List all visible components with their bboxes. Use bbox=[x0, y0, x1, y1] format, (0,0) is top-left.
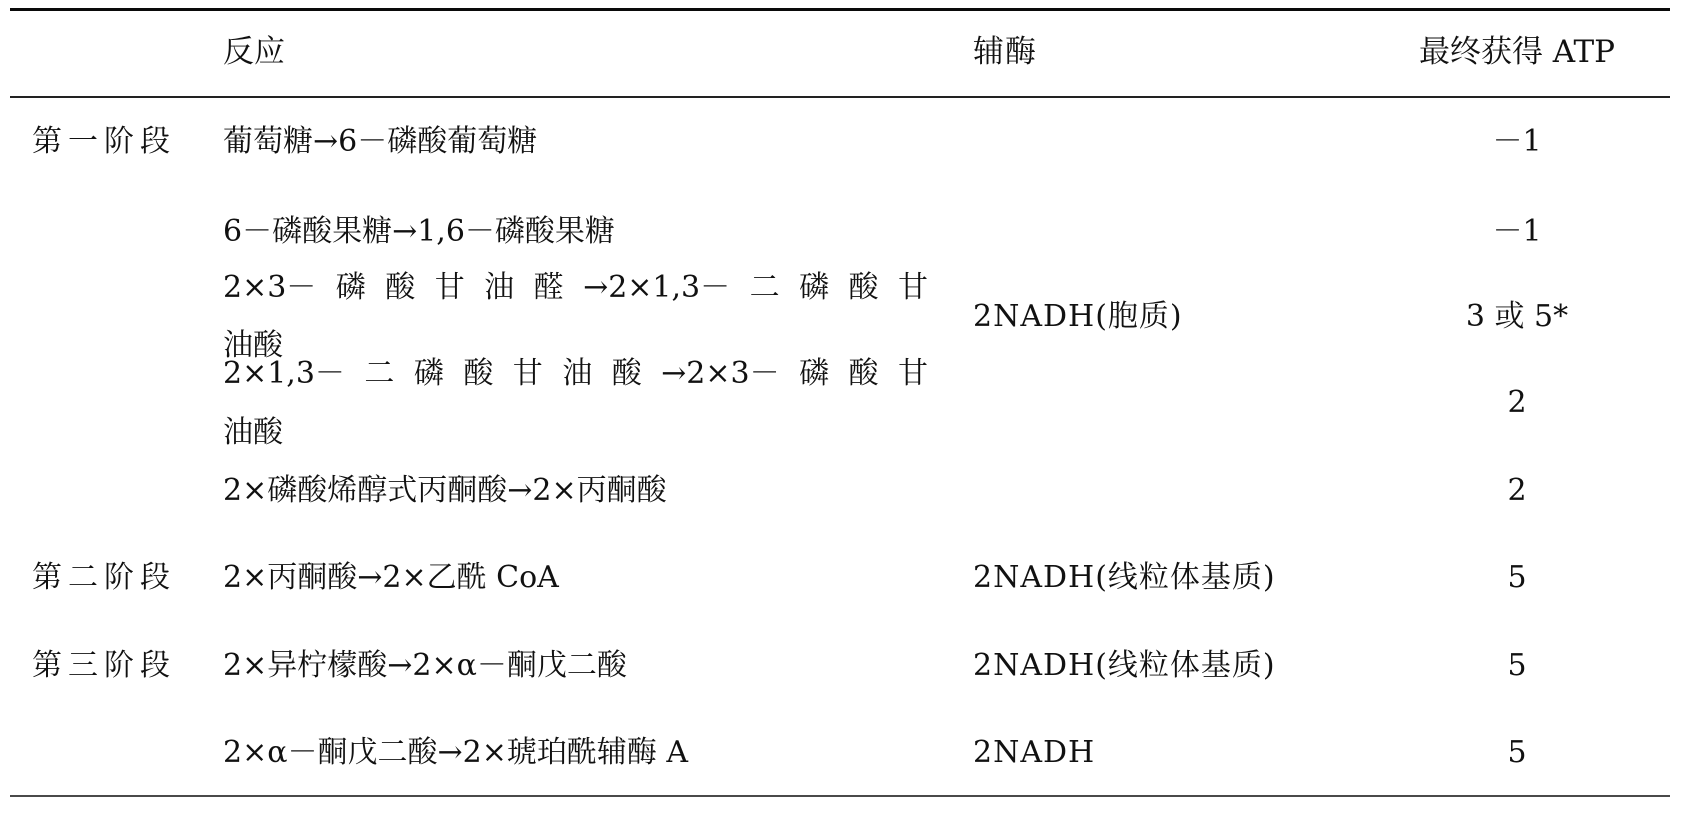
reaction-cell-line1: 2×1,3－二磷酸甘油酸→2×3－磷酸甘 bbox=[223, 356, 928, 391]
atp-cell: 3 或 5* bbox=[1465, 299, 1569, 334]
table-bottom-rule bbox=[10, 795, 1670, 797]
coenzyme-cell: 2NADH(线粒体基质) bbox=[973, 560, 1276, 595]
stage-label: 第一阶段 bbox=[32, 124, 176, 159]
atp-cell: 5 bbox=[1507, 735, 1527, 770]
stage-label: 第二阶段 bbox=[32, 560, 176, 595]
atp-cell: 5 bbox=[1507, 560, 1527, 595]
reaction-cell-line1: 2×3－磷酸甘油醛→2×1,3－二磷酸甘 bbox=[223, 270, 928, 305]
reaction-cell: 2×α－酮戊二酸→2×琥珀酰辅酶 A bbox=[223, 735, 689, 770]
atp-cell: 2 bbox=[1507, 473, 1527, 508]
atp-cell: －1 bbox=[1492, 214, 1542, 249]
reaction-cell: 2×丙酮酸→2×乙酰 CoA bbox=[223, 560, 559, 595]
reaction-cell: 2×磷酸烯醇式丙酮酸→2×丙酮酸 bbox=[223, 473, 667, 508]
header-reaction: 反应 bbox=[223, 34, 285, 70]
reaction-cell-line2: 油酸 bbox=[223, 328, 283, 363]
reaction-cell: 葡萄糖→6－磷酸葡萄糖 bbox=[223, 124, 538, 159]
coenzyme-cell: 2NADH bbox=[973, 735, 1096, 770]
stage-label: 第三阶段 bbox=[32, 648, 176, 683]
table-header-rule bbox=[10, 96, 1670, 98]
atp-cell: 5 bbox=[1507, 648, 1527, 683]
coenzyme-cell: 2NADH(胞质) bbox=[973, 299, 1183, 334]
table-top-rule bbox=[10, 8, 1670, 11]
atp-cell: 2 bbox=[1507, 385, 1527, 420]
reaction-cell: 6－磷酸果糖→1,6－磷酸果糖 bbox=[223, 214, 615, 249]
coenzyme-cell: 2NADH(线粒体基质) bbox=[973, 648, 1276, 683]
reaction-cell-line2: 油酸 bbox=[223, 415, 283, 450]
header-coenzyme: 辅酶 bbox=[973, 34, 1037, 70]
atp-cell: －1 bbox=[1492, 124, 1542, 159]
header-atp: 最终获得 ATP bbox=[1418, 34, 1616, 70]
reaction-cell: 2×异柠檬酸→2×α－酮戊二酸 bbox=[223, 648, 627, 683]
